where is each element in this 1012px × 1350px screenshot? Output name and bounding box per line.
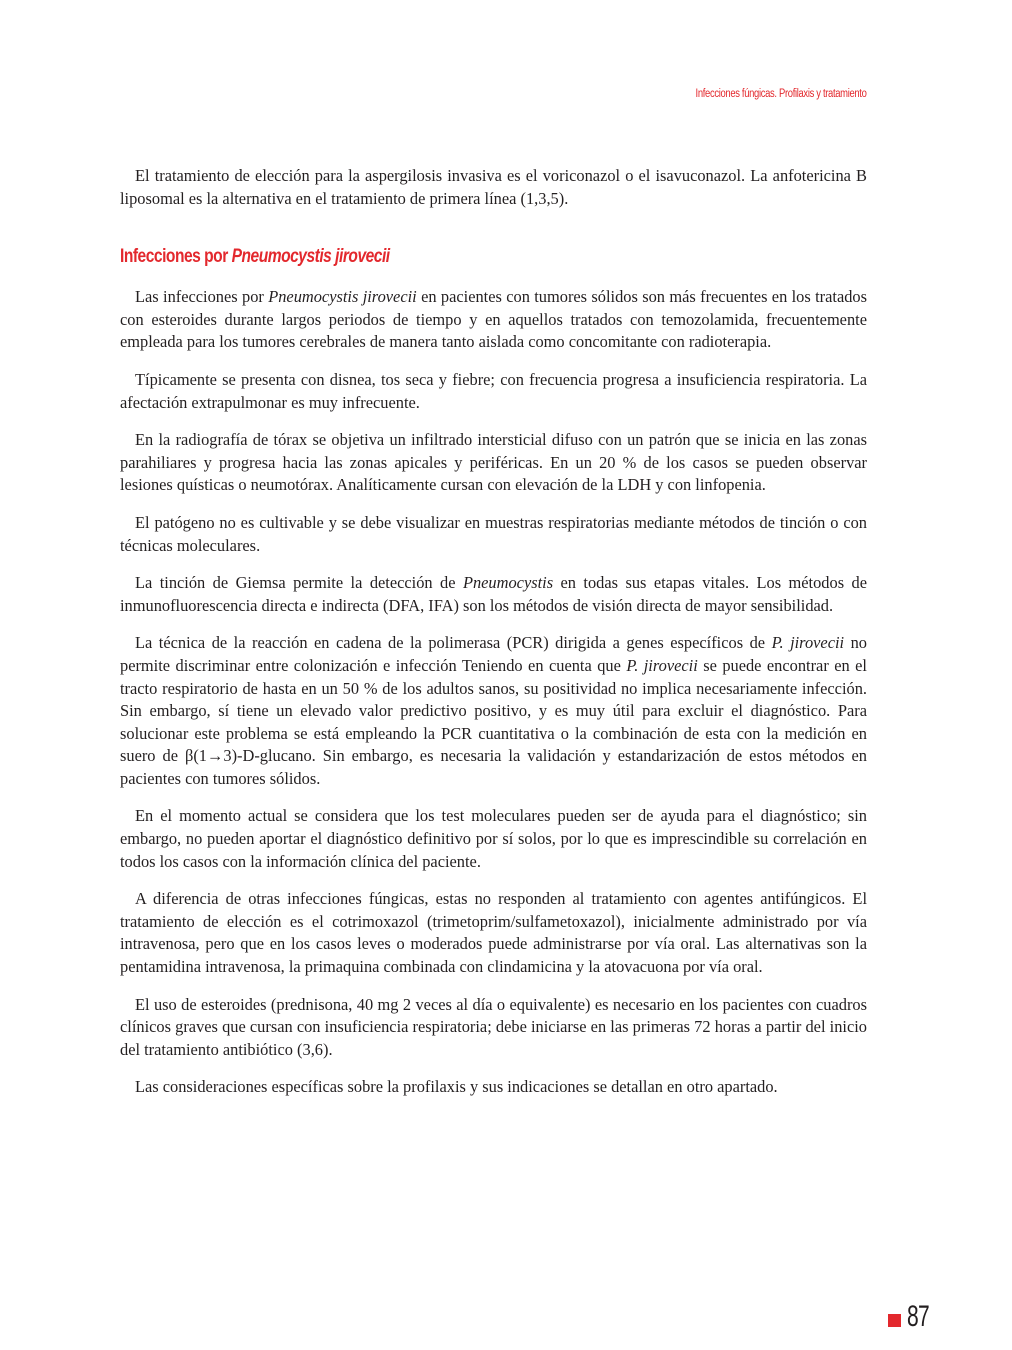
page-body <box>120 165 867 1114</box>
text-run: La técnica de la reacción en cadena de la polimerasa (PCR) dirigida a genes específicos de <box>135 633 772 653</box>
text-run-italic: Pneumocystis jirovecii <box>268 287 417 307</box>
paragraph-aspergilosis-treatment: El tratamiento de elección para la aspergilosis invasiva es el voriconazol o el isavuconazol. La anfotericina B liposomal es la alternativa en el tratamiento de primera línea (1,3,5). <box>120 166 867 208</box>
paragraph-steroids: El uso de esteroides (prednisona, 40 mg 2 veces al día o equivalente) es necesario en los pacientes con cuadros clínicos graves que cursan con insuficiencia respiratoria; debe iniciarse en las primeras 72 horas a partir del inicio del tratamiento antibiótico (3,6). <box>120 994 867 1059</box>
page-number: 87 <box>907 1300 929 1333</box>
text-run: La tinción de Giemsa permite la detección de <box>135 573 463 593</box>
section-title <box>120 246 733 268</box>
paragraph-pcr <box>120 632 867 790</box>
text-run-italic: P. jirovecii <box>626 655 698 675</box>
text-run: no permite discriminar entre colonización e infección Teniendo en cuenta que <box>120 633 867 675</box>
paragraph-treatment: A diferencia de otras infecciones fúngicas, estas no responden al tratamiento con agentes antifúngicos. El tratamiento de elección es el cotrimoxazol (trimetoprim/sulfametoxazol), inicialmente administrado por vía intravenosa, pero que en los casos leves o moderados puede administrarse por vía oral. Las alternativas son la pentamidina intravenosa, la primaquina combinada con clindamicina y la atovacuona por vía oral. <box>120 889 867 977</box>
text-run: se puede encontrar en el tracto respiratorio de hasta en un 50 % de los adultos sanos, su positividad no implica necesariamente infección. Sin embargo, sí tiene un elevado valor predictivo positivo, y es muy útil para excluir el diagnóstico. Para solucionar este problema se está empleando la PCR cuantitativa o la combinación de esta con la medición en suero de β(1→3)-D-glucano. Sin embargo, es necesaria la validación y estandarización de estos métodos en pacientes con tumores sólidos. <box>120 655 867 788</box>
text-run-italic: P. jirovecii <box>771 633 845 653</box>
paragraph-epidemiology <box>120 286 867 354</box>
paragraph-radiography: En la radiografía de tórax se objetiva un infiltrado intersticial difuso con un patrón que se inicia en las zonas parahiliares y progresa hacia las zonas apicales y periféricas. En un 20 % de los casos se pueden observar lesiones quísticas o neumotórax. Analíticamente cursan con elevación de la LDH y con linfopenia. <box>120 430 867 495</box>
paragraph-pathogen: El patógeno no es cultivable y se debe visualizar en muestras respiratorias mediante métodos de tinción o con técnicas moleculares. <box>120 512 867 555</box>
text-run: en pacientes con tumores sólidos son más frecuentes en los tratados con esteroides durante largos periodos de tiempo y en aquellos tratados con temozolamida, frecuentemente empleada para los tumores cerebrales de manera tanto aislada como concomitante con radioterapia. <box>120 287 867 352</box>
paragraph-prophylaxis: Las consideraciones específicas sobre la profilaxis y sus indicaciones se detallan en otro apartado. <box>135 1077 778 1097</box>
section-title-italic: Pneumocystis jirovecii <box>231 246 390 268</box>
text-run: en todas sus etapas vitales. Los métodos de inmunofluorescencia directa e indirecta (DFA, IFA) son los métodos de visión directa de mayor sensibilidad. <box>120 573 867 615</box>
running-header: Infecciones fúngicas. Profilaxis y tratamiento <box>696 88 867 100</box>
page-footer <box>888 1300 938 1334</box>
paragraph-symptoms: Típicamente se presenta con disnea, tos seca y fiebre; con frecuencia progresa a insuficiencia respiratoria. La afectación extrapulmonar es muy infrecuente. <box>120 369 867 412</box>
paragraph-giemsa <box>120 572 867 617</box>
text-run: Las infecciones por <box>135 287 269 307</box>
page-marker-square <box>888 1314 901 1327</box>
section-title-prefix: Infecciones por <box>120 246 232 268</box>
paragraph-molecular-tests: En el momento actual se considera que los test moleculares pueden ser de ayuda para el diagnóstico; sin embargo, no pueden aportar el diagnóstico definitivo por sí solos, por lo que es imprescindible su correlación en todos los casos con la información clínica del paciente. <box>120 806 867 871</box>
text-run-italic: Pneumocystis <box>462 573 554 593</box>
